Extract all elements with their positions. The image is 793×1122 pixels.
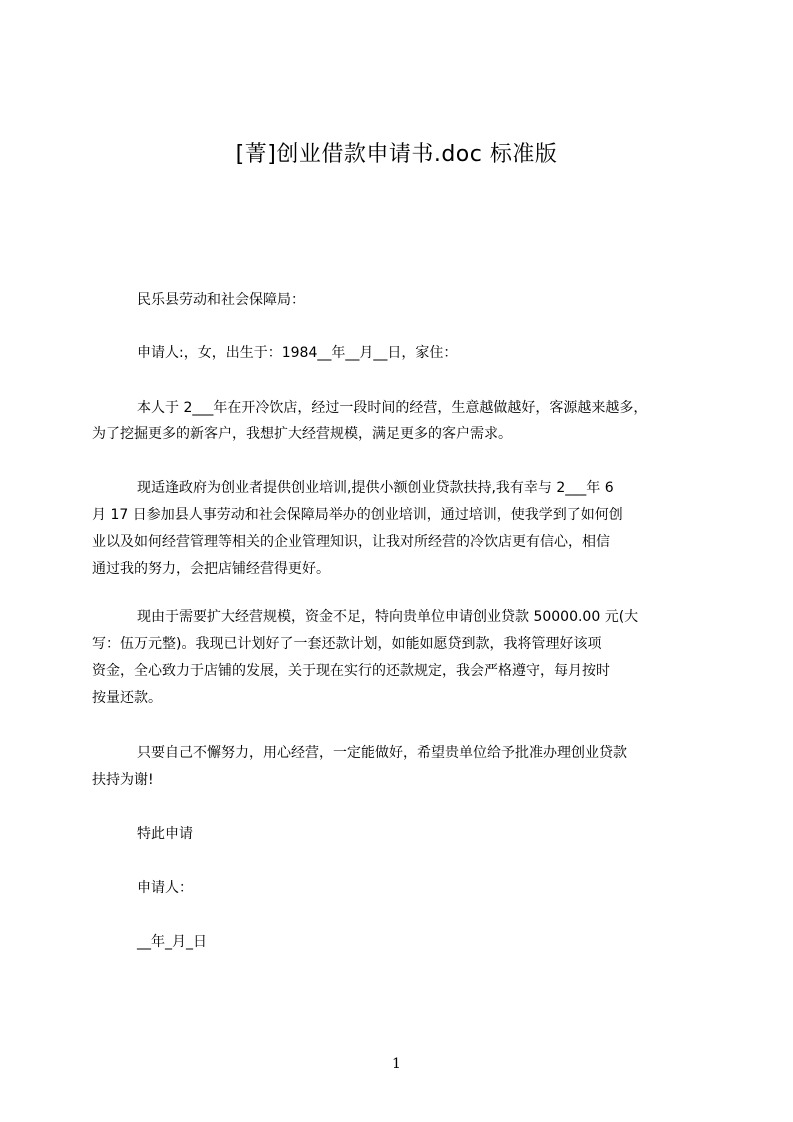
paragraph-1-line-1: 本人于 2___年在开冷饮店，经过一段时间的经营，生意越做越好，客源越来越多， <box>137 400 648 416</box>
paragraph-2-line-2: 月 17 日参加县人事劳动和社会保障局举办的创业培训，通过培训，使我学到了如何创 <box>92 507 623 523</box>
paragraph-2-line-3: 业以及如何经营管理等相关的企业管理知识，让我对所经营的冷饮店更有信心，相信 <box>92 534 610 550</box>
paragraph-3-line-1: 现由于需要扩大经营规模，资金不足，特向贵单位申请创业贷款 50000.00 元(大 <box>137 609 639 625</box>
paragraph-3-line-3: 资金，全心致力于店铺的发展，关于现在实行的还款规定，我会严格遵守，每月按时 <box>92 663 610 679</box>
paragraph-3-line-2: 写：伍万元整)。我现已计划好了一套还款计划，如能如愿贷到款，我将管理好该项 <box>92 636 602 652</box>
recipient-line: 民乐县劳动和社会保障局： <box>137 292 305 308</box>
closing-line: 特此申请 <box>137 826 193 842</box>
paragraph-4-line-2: 扶持为谢! <box>92 772 154 788</box>
paragraph-2-line-4: 通过我的努力，会把店铺经营得更好。 <box>92 561 330 577</box>
paragraph-4-line-1: 只要自己不懈努力，用心经营，一定能做好，希望贵单位给予批准办理创业贷款 <box>137 745 627 761</box>
document-title: [菁]创业借款申请书.doc 标准版 <box>235 142 558 167</box>
paragraph-3-line-4: 按量还款。 <box>92 690 162 706</box>
paragraph-2-line-1: 现适逢政府为创业者提供创业培训,提供小额创业贷款扶持,我有幸与 2___年 6 <box>137 480 614 496</box>
signature-label: 申请人： <box>137 880 193 896</box>
page-number: 1 <box>392 1056 401 1072</box>
applicant-info-line: 申请人:，女，出生于：1984__年__月__日，家住： <box>137 345 458 361</box>
paragraph-1-line-2: 为了挖掘更多的新客户，我想扩大经营规模，满足更多的客户需求。 <box>92 426 512 442</box>
date-line: __年_月_日 <box>137 934 207 950</box>
